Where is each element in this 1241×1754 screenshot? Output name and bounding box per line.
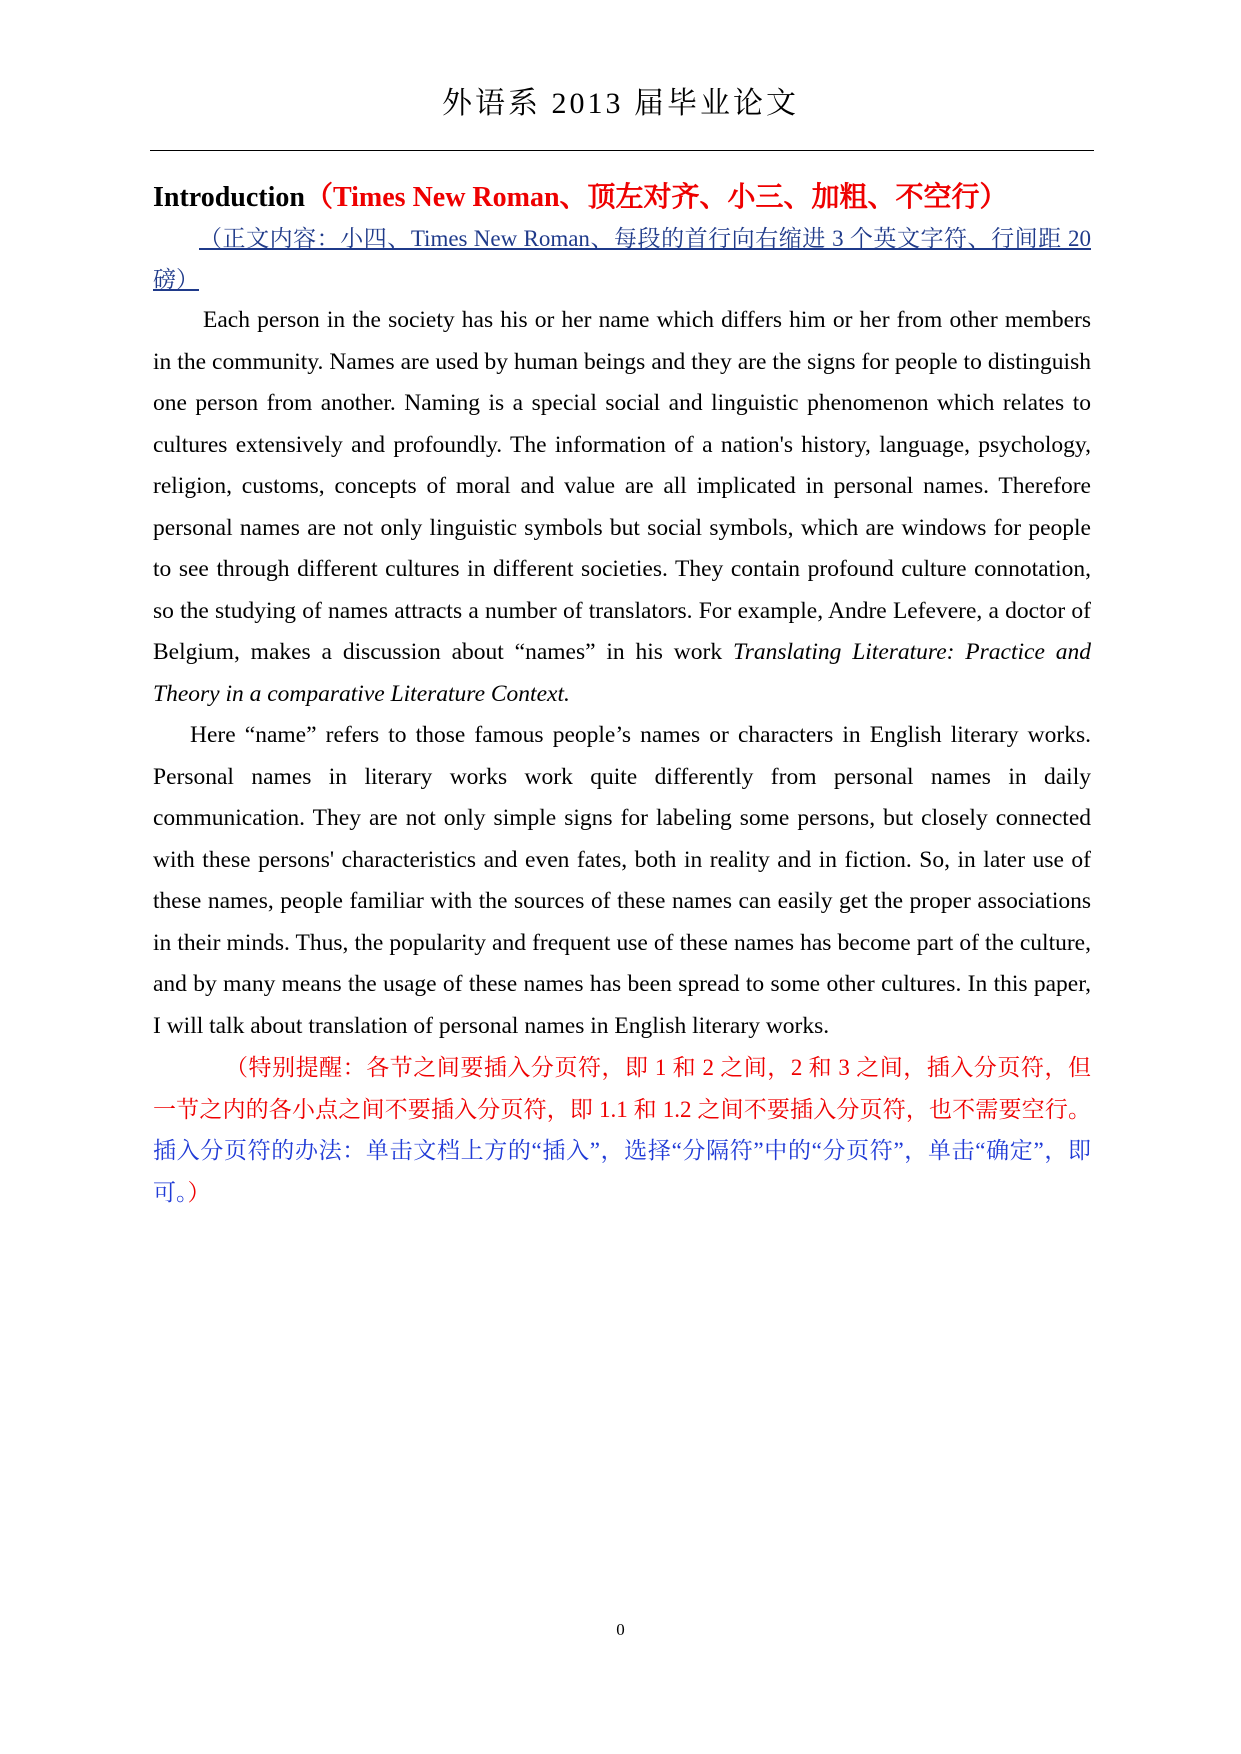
paragraph-1-text: Each person in the society has his or her name which differs him or her from other members in the community. Names are used by human beings and they are the signs for people to distinguish one person from another. Naming is a special social and linguistic phenomenon which relates to cultures extensively and profoundly. The information of a nation's history, language, psychology, religion, customs, concepts of moral and value are all implicated in personal names. Therefore personal names are not only linguistic symbols but social symbols, which are windows for people to see through different cultures in different societies. They contain profound culture connotation, so the studying of names attracts a number of translators. For example, Andre Lefevere, a doctor of Belgium, makes a discussion about “names” in his work [153, 307, 1091, 665]
section-heading [153, 178, 1091, 218]
heading-title: Introduction [153, 182, 305, 213]
paragraph-1 [153, 300, 1091, 715]
heading-format-note: （Times New Roman、顶左对齐、小三、加粗、不空行） [304, 182, 1008, 213]
reminder-red-text: （特别提醒：各节之间要插入分页符，即 1 和 2 之间，2 和 3 之间，插入分页符，但一节之内的各小点之间不要插入分页符，即 1.1 和 1.2 之间不要插入分页符，也不需要空行。 [153, 1055, 1091, 1122]
special-reminder [153, 1047, 1091, 1213]
reminder-close-paren: ） [187, 1179, 211, 1205]
page-header-title: 外语系 2013 届毕业论文 [442, 87, 799, 120]
reminder-blue-text: 插入分页符的办法：单击文档上方的“插入”，选择“分隔符”中的“分页符”，单击“确定”，即可。 [153, 1138, 1091, 1205]
page-number: 0 [616, 1620, 625, 1639]
paragraph-2: Here “name” refers to those famous people’s names or characters in English literary works. Personal names in literary works work quite differently from personal names in daily communication. They are not only simple signs for labeling some persons, but closely connected with these persons' characteristics and even fates, both in reality and in fiction. So, in later use of these names, people familiar with the sources of these names can easily get the proper associations in their minds. Thus, the popularity and frequent use of these names has become part of the culture, and by many means the usage of these names has been spread to some other cultures. In this paper, I will talk about translation of personal names in English literary works. [153, 722, 1091, 1039]
body-format-note-text: （正文内容：小四、Times New Roman、每段的首行向右缩进 3 个英文字符、行间距 20 磅） [153, 226, 1091, 292]
header-divider [150, 150, 1094, 151]
document-body [153, 178, 1091, 1213]
work-title-italic: Translating Literature: Practice and Theory in a comparative Literature Context. [153, 639, 1092, 707]
body-format-note [153, 218, 1091, 300]
